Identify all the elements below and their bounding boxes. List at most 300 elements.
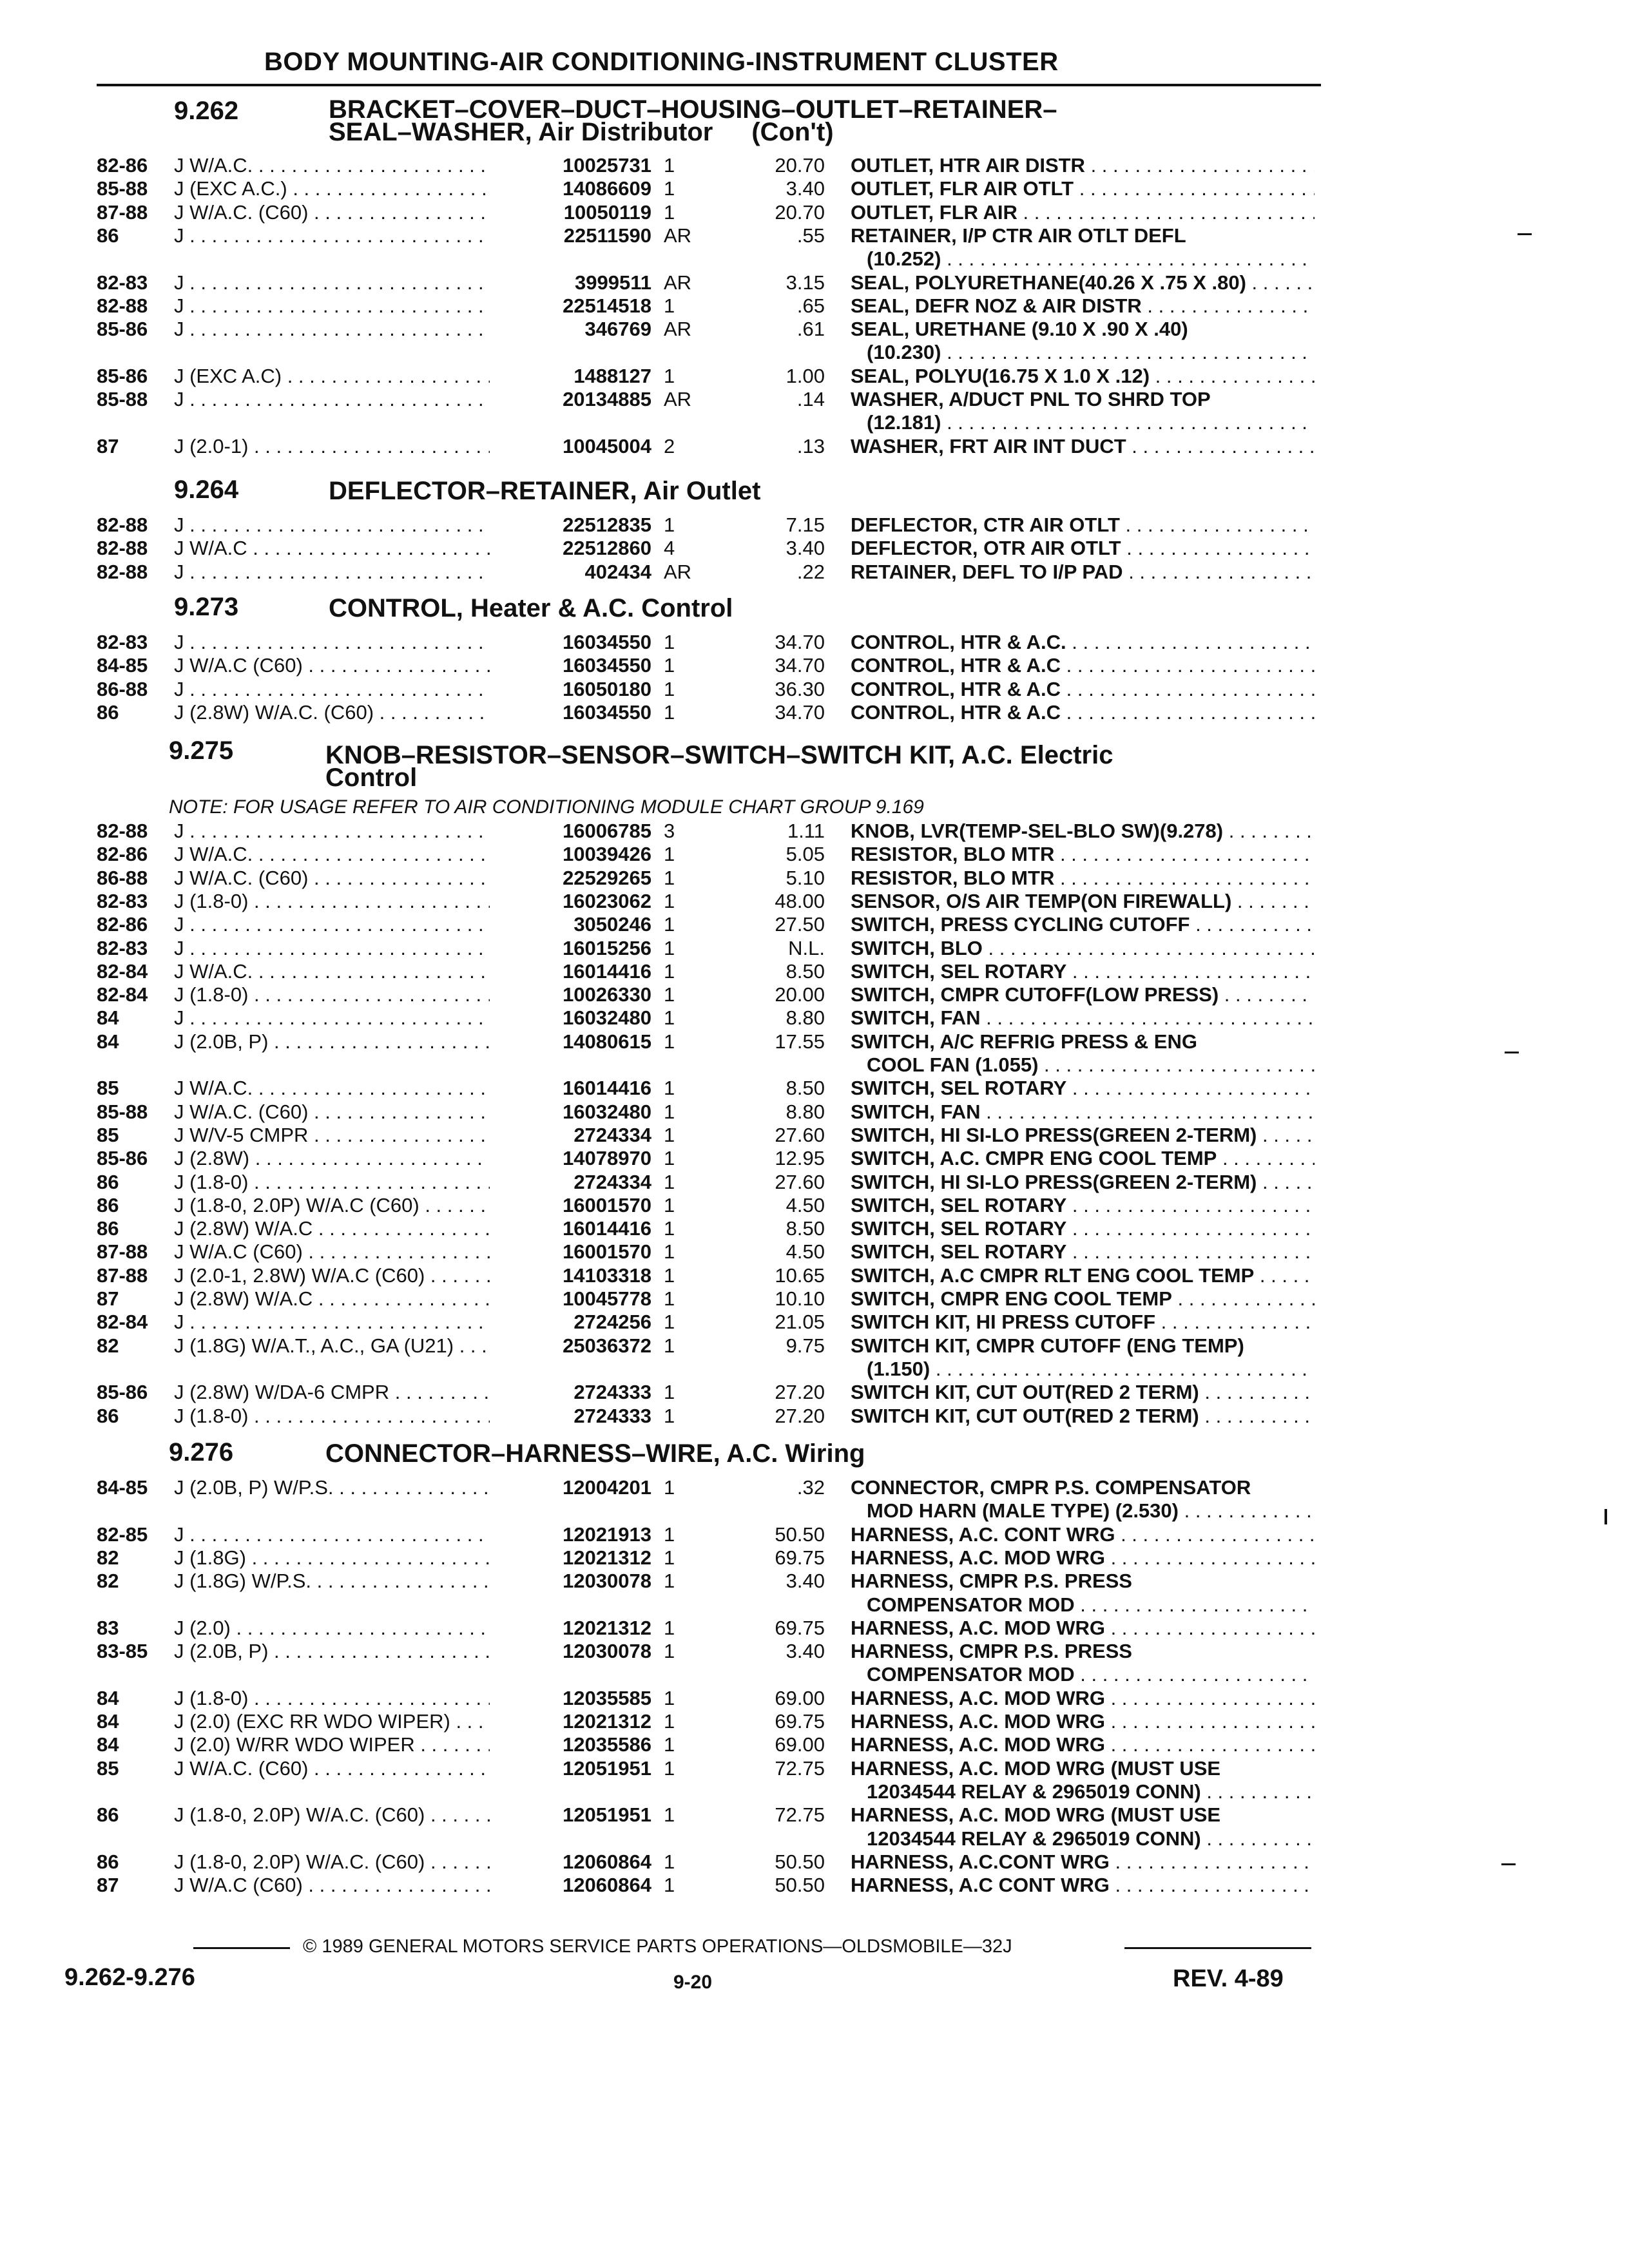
dot-leader (1105, 1734, 1315, 1756)
quantity-cell: 1 (664, 177, 675, 200)
footer-section-range: 9.262-9.276 (64, 1964, 195, 1991)
quantity-cell: 1 (664, 200, 675, 224)
years-cell: 84 (97, 1710, 119, 1733)
description-cell (851, 843, 1315, 865)
table-row (0, 1617, 1353, 1639)
quantity-cell: 1 (664, 1311, 675, 1334)
table-row (0, 365, 1353, 387)
table-row (0, 1311, 1353, 1333)
price-cell: 36.30 (775, 677, 825, 700)
model-text: J (174, 294, 184, 317)
description-text: HARNESS, A.C. MOD WRG (851, 1734, 1105, 1756)
price-cell: 8.80 (786, 1006, 825, 1030)
model-cell (174, 843, 516, 865)
description-text: CONNECTOR, CMPR P.S. COMPENSATOR (851, 1477, 1251, 1499)
price-cell: .22 (796, 560, 825, 583)
description-text: HARNESS, A.C. CONT WRG (851, 1523, 1115, 1546)
quantity-cell: 1 (664, 1240, 675, 1264)
part-number-cell: 16014416 (490, 1077, 651, 1099)
description-cell (851, 272, 1315, 294)
part-number-cell: 10045778 (490, 1288, 651, 1310)
page-header: BODY MOUNTING-AIR CONDITIONING-INSTRUMENT CLUSTER (264, 48, 1059, 76)
years-cell: 85-88 (97, 177, 148, 200)
table-row (0, 1758, 1353, 1780)
table-row (0, 537, 1353, 559)
dot-leader (1115, 1524, 1315, 1546)
dot-leader (1126, 436, 1315, 457)
table-row (0, 1148, 1353, 1169)
description-continuation (867, 248, 1315, 270)
quantity-cell: AR (664, 224, 692, 247)
table-row (0, 1195, 1353, 1216)
years-cell: 82-83 (97, 889, 148, 912)
continuation-text: COOL FAN (1.055) (867, 1054, 1039, 1076)
price-cell: 20.00 (775, 983, 825, 1006)
model-cell (174, 1524, 516, 1546)
price-cell: 34.70 (775, 700, 825, 724)
table-row (0, 1477, 1353, 1499)
part-number-cell: 12021312 (490, 1711, 651, 1733)
description-text: SEAL, POLYURETHANE(40.26 X .75 X .80) (851, 271, 1246, 294)
years-cell: 85-88 (97, 388, 148, 410)
dot-leader (1038, 1054, 1315, 1076)
table-row (0, 389, 1353, 410)
model-text: J (2.0) (EXC RR WDO WIPER) (174, 1711, 450, 1733)
continuation-text: (12.181) (867, 412, 941, 434)
model-cell (174, 1311, 516, 1333)
model-text: J (EXC A.C.) (174, 178, 287, 200)
years-cell: 85-86 (97, 1381, 148, 1404)
part-number-cell: 12030078 (490, 1570, 651, 1592)
quantity-cell: 1 (664, 154, 675, 177)
model-cell (174, 1758, 516, 1780)
dot-leader (1257, 1124, 1315, 1146)
quantity-cell: 1 (664, 1170, 675, 1193)
model-text: J W/A.C (C60) (174, 655, 303, 677)
price-cell: 17.55 (775, 1030, 825, 1053)
table-row (0, 937, 1353, 959)
section-title: CONNECTOR–HARNESS–WIRE, A.C. Wiring (325, 1439, 865, 1468)
price-cell: .13 (796, 434, 825, 457)
model-cell (174, 702, 516, 724)
model-cell (174, 655, 516, 677)
description-cell (851, 1288, 1315, 1310)
quantity-cell: 1 (664, 1193, 675, 1216)
price-cell: 3.40 (786, 1640, 825, 1663)
part-number-cell: 3050246 (490, 914, 651, 936)
description-cell (851, 890, 1315, 912)
description-continuation (867, 412, 1315, 434)
years-cell: 82 (97, 1546, 119, 1569)
quantity-cell: 3 (664, 820, 675, 842)
price-cell: 10.10 (775, 1287, 825, 1310)
model-cell (174, 1405, 516, 1427)
part-number-cell: 14103318 (490, 1265, 651, 1287)
description-cell (851, 702, 1315, 724)
section-title-continued (325, 765, 417, 791)
description-text: SWITCH KIT, HI PRESS CUTOFF (851, 1311, 1156, 1334)
model-text: J (2.0) W/RR WDO WIPER (174, 1734, 415, 1756)
description-text: KNOB, LVR(TEMP-SEL-BLO SW)(9.278) (851, 820, 1224, 842)
model-text: J (1.8-0) (174, 1687, 249, 1709)
years-cell: 82-83 (97, 271, 148, 294)
model-text: J W/A.C. (C60) (174, 201, 309, 224)
price-cell: .55 (796, 224, 825, 247)
model-text: J (1.8G) W/A.T., A.C., GA (U21) (174, 1334, 454, 1357)
quantity-cell: 1 (664, 700, 675, 724)
price-cell: 1.11 (787, 820, 825, 842)
price-cell: 1.00 (786, 364, 825, 387)
quantity-cell: 1 (664, 983, 675, 1006)
price-cell: 3.40 (786, 177, 825, 200)
table-row (0, 295, 1353, 317)
model-cell (174, 1101, 516, 1123)
description-text: HARNESS, CMPR P.S. PRESS (851, 1570, 1132, 1593)
dot-leader (1061, 702, 1315, 724)
description-cell (851, 1405, 1315, 1427)
part-number-cell: 16014416 (490, 961, 651, 983)
description-cell (851, 225, 1315, 247)
years-cell: 82-88 (97, 514, 148, 536)
years-cell: 86 (97, 1850, 119, 1873)
description-cell (851, 1101, 1315, 1123)
quantity-cell: 1 (664, 1616, 675, 1639)
model-cell (174, 1077, 516, 1099)
part-number-cell: 16034550 (490, 631, 651, 653)
part-number-cell: 3999511 (490, 272, 651, 294)
description-cell (851, 1617, 1315, 1639)
part-number-cell: 16006785 (490, 820, 651, 842)
description-text: SWITCH, SEL ROTARY (851, 1218, 1067, 1240)
price-cell: 69.75 (775, 1616, 825, 1639)
years-cell: 87-88 (97, 200, 148, 224)
dot-leader (1054, 867, 1315, 889)
years-cell: 87 (97, 1874, 119, 1897)
years-cell: 82-85 (97, 1523, 148, 1546)
price-cell: 27.60 (775, 1170, 825, 1193)
years-cell: 85-86 (97, 318, 148, 341)
years-cell: 82-83 (97, 631, 148, 653)
description-text: HARNESS, A.C. MOD WRG (851, 1687, 1105, 1709)
quantity-cell: 1 (664, 514, 675, 536)
model-cell (174, 1874, 516, 1896)
dot-leader (1110, 1851, 1315, 1873)
description-text: HARNESS, A.C.CONT WRG (851, 1850, 1110, 1873)
model-text: J W/A.C. (174, 155, 253, 177)
footer-copyright: © 1989 GENERAL MOTORS SERVICE PARTS OPERATIONS—OLDSMOBILE—32J (303, 1936, 1012, 1957)
dot-leader (930, 1358, 1315, 1380)
model-cell (174, 1477, 516, 1499)
description-cell (851, 678, 1315, 700)
table-row (0, 1265, 1353, 1287)
description-cell (851, 984, 1315, 1006)
price-cell: .61 (796, 318, 825, 341)
model-text: J (174, 1523, 184, 1546)
description-text: OUTLET, FLR AIR OTLT (851, 178, 1074, 200)
description-text: SWITCH, BLO (851, 937, 983, 959)
part-number-cell: 12060864 (490, 1874, 651, 1896)
model-cell (174, 914, 516, 936)
model-text: J (174, 561, 184, 583)
table-row (0, 961, 1353, 983)
part-number-cell: 12021312 (490, 1547, 651, 1569)
part-number-cell: 10045004 (490, 436, 651, 457)
years-cell: 82-88 (97, 537, 148, 560)
model-cell (174, 295, 516, 317)
description-cell (851, 1687, 1315, 1709)
description-text: RESISTOR, BLO MTR (851, 867, 1055, 889)
description-text: HARNESS, CMPR P.S. PRESS (851, 1640, 1132, 1663)
quantity-cell: 1 (664, 866, 675, 889)
table-row (0, 1874, 1353, 1896)
model-text: J (2.8W) W/DA-6 CMPR (174, 1381, 390, 1404)
model-text: J (2.0B, P) (174, 1030, 269, 1053)
part-number-cell: 12051951 (490, 1758, 651, 1780)
description-cell (851, 1547, 1315, 1569)
table-row (0, 655, 1353, 677)
model-text: J (1.8-0) (174, 984, 249, 1006)
part-number-cell: 16050180 (490, 678, 651, 700)
description-continuation (867, 1054, 1315, 1076)
table-row (0, 890, 1353, 912)
description-cell (851, 1218, 1315, 1240)
years-cell: 82-83 (97, 936, 148, 959)
years-cell: 87 (97, 434, 119, 457)
part-number-cell: 12004201 (490, 1477, 651, 1499)
margin-mark (1605, 1509, 1607, 1524)
years-cell: 82 (97, 1570, 119, 1593)
model-cell (174, 1734, 516, 1756)
dot-leader (1190, 914, 1315, 936)
section-title-continued (329, 119, 834, 145)
table-row (0, 1124, 1353, 1146)
dot-leader (981, 1101, 1315, 1123)
description-cell (851, 961, 1315, 983)
years-cell: 84-85 (97, 1476, 148, 1499)
table-row (0, 225, 1353, 247)
usage-note: NOTE: FOR USAGE REFER TO AIR CONDITIONING MODULE CHART GROUP 9.169 (169, 796, 924, 818)
description-cell (851, 561, 1315, 583)
years-cell: 86-88 (97, 866, 148, 889)
description-cell (851, 1874, 1315, 1896)
description-text: CONTROL, HTR & A.C. (851, 631, 1066, 653)
dot-leader (941, 341, 1315, 363)
dot-leader (1223, 820, 1315, 842)
dot-leader (1246, 272, 1315, 294)
years-cell: 86 (97, 1217, 119, 1240)
years-cell: 84 (97, 1686, 119, 1709)
continuation-text: COMPENSATOR MOD (867, 1593, 1075, 1616)
table-row (0, 1524, 1353, 1546)
years-cell: 82-84 (97, 983, 148, 1006)
section-number: 9.276 (169, 1438, 234, 1466)
description-cell (851, 820, 1315, 842)
description-text: SWITCH KIT, CUT OUT(RED 2 TERM) (851, 1405, 1199, 1427)
quantity-cell: 1 (664, 364, 675, 387)
model-cell (174, 867, 516, 889)
quantity-cell: 1 (664, 1803, 675, 1827)
price-cell: 12.95 (775, 1147, 825, 1170)
dot-leader (1217, 1148, 1315, 1169)
description-text: CONTROL, HTR & A.C (851, 701, 1061, 724)
quantity-cell: 1 (664, 1077, 675, 1100)
dot-leader (1219, 984, 1315, 1006)
section-number: 9.275 (169, 736, 234, 765)
dot-leader (1066, 1077, 1315, 1099)
model-cell (174, 1124, 516, 1146)
model-cell (174, 178, 516, 200)
quantity-cell: 1 (664, 1030, 675, 1053)
price-cell: 48.00 (775, 889, 825, 912)
quantity-cell: AR (664, 271, 692, 294)
part-number-cell: 16023062 (490, 890, 651, 912)
model-text: J (EXC A.C) (174, 365, 282, 387)
dot-leader (1074, 178, 1315, 200)
description-continuation (867, 1500, 1315, 1522)
model-text: J (174, 1007, 184, 1030)
margin-mark (1501, 1863, 1516, 1865)
price-cell: 3.40 (786, 1570, 825, 1593)
description-text: HARNESS, A.C CONT WRG (851, 1874, 1110, 1897)
description-cell (851, 295, 1315, 317)
model-cell (174, 225, 516, 247)
description-text: RETAINER, DEFL TO I/P PAD (851, 561, 1123, 583)
description-cell (851, 1265, 1315, 1287)
model-cell (174, 820, 516, 842)
description-cell (851, 655, 1315, 677)
continuation-text: 12034544 RELAY & 2965019 CONN) (867, 1780, 1201, 1803)
description-text: HARNESS, A.C. MOD WRG (851, 1546, 1105, 1569)
description-text: OUTLET, HTR AIR DISTR (851, 155, 1085, 177)
price-cell: 27.20 (775, 1381, 825, 1404)
table-row (0, 1241, 1353, 1263)
quantity-cell: 1 (664, 1710, 675, 1733)
table-row (0, 318, 1353, 340)
description-continuation (867, 1664, 1315, 1686)
description-cell (851, 1148, 1315, 1169)
table-row (0, 1711, 1353, 1733)
price-cell: 27.20 (775, 1404, 825, 1427)
model-text: J (2.0B, P) W/P.S. (174, 1477, 334, 1499)
part-number-cell: 14078970 (490, 1148, 651, 1169)
description-cell (851, 1381, 1315, 1403)
model-text: J (174, 514, 184, 536)
table-row (0, 1640, 1353, 1662)
table-row (0, 984, 1353, 1006)
years-cell: 84 (97, 1030, 119, 1053)
dot-leader (1017, 202, 1315, 224)
description-cell (851, 1124, 1315, 1146)
years-cell: 86 (97, 1170, 119, 1193)
part-number-cell: 22511590 (490, 225, 651, 247)
quantity-cell: 1 (664, 1850, 675, 1873)
model-text: J (174, 678, 184, 700)
price-cell: 8.50 (786, 959, 825, 983)
price-cell: 20.70 (775, 154, 825, 177)
price-cell: N.L. (788, 936, 825, 959)
model-text: J (174, 318, 184, 341)
description-text: DEFLECTOR, OTR AIR OTLT (851, 537, 1121, 560)
quantity-cell: 1 (664, 1217, 675, 1240)
quantity-cell: 1 (664, 1756, 675, 1780)
table-row (0, 1687, 1353, 1709)
years-cell: 86-88 (97, 677, 148, 700)
quantity-cell: 1 (664, 654, 675, 677)
model-cell (174, 1007, 516, 1029)
quantity-cell: 1 (664, 1640, 675, 1663)
footer-revision: REV. 4-89 (1173, 1965, 1284, 1992)
model-cell (174, 1241, 516, 1263)
years-cell: 84-85 (97, 654, 148, 677)
table-row (0, 1851, 1353, 1873)
dot-leader (1066, 961, 1315, 983)
description-cell (851, 1734, 1315, 1756)
description-cell (851, 436, 1315, 457)
model-text: J (174, 820, 184, 842)
dot-leader (1066, 631, 1315, 653)
margin-mark (1518, 233, 1532, 235)
dot-leader (1054, 843, 1315, 865)
continuation-text: (1.150) (867, 1358, 930, 1380)
model-text: J W/A.C. (C60) (174, 867, 309, 889)
part-number-cell: 12035586 (490, 1734, 651, 1756)
quantity-cell: 1 (664, 1381, 675, 1404)
part-number-cell: 12021913 (490, 1524, 651, 1546)
part-number-cell: 402434 (490, 561, 651, 583)
years-cell: 85 (97, 1123, 119, 1146)
description-cell (851, 155, 1315, 177)
model-text: J W/A.C. (174, 960, 253, 983)
part-number-cell: 2724333 (490, 1405, 651, 1427)
section-number: 9.273 (174, 593, 239, 621)
price-cell: 8.50 (786, 1217, 825, 1240)
part-number-cell: 12035585 (490, 1687, 651, 1709)
price-cell: 69.75 (775, 1546, 825, 1569)
model-cell (174, 365, 516, 387)
section-continued-label: (Con't) (751, 118, 834, 146)
description-cell (851, 365, 1315, 387)
dot-leader (1061, 655, 1315, 677)
model-cell (174, 1148, 516, 1169)
description-cell (851, 914, 1315, 936)
table-row (0, 561, 1353, 583)
model-text: J (174, 1311, 184, 1334)
description-text: SWITCH, SEL ROTARY (851, 1194, 1067, 1216)
part-number-cell: 12030078 (490, 1640, 651, 1662)
years-cell: 85-86 (97, 364, 148, 387)
footer-rule-right (1124, 1947, 1311, 1949)
model-cell (174, 1171, 516, 1193)
part-number-cell: 10026330 (490, 984, 651, 1006)
model-text: J W/A.C (C60) (174, 1874, 303, 1897)
description-text: SWITCH, SEL ROTARY (851, 1077, 1067, 1100)
description-text: SWITCH, CMPR CUTOFF(LOW PRESS) (851, 984, 1219, 1006)
table-row (0, 272, 1353, 294)
years-cell: 82-86 (97, 843, 148, 866)
dot-leader (1199, 1405, 1315, 1427)
table-row (0, 1101, 1353, 1123)
quantity-cell: 1 (664, 959, 675, 983)
description-text: SWITCH, FAN (851, 1007, 981, 1030)
part-number-cell: 2724256 (490, 1311, 651, 1333)
years-cell: 85 (97, 1756, 119, 1780)
description-text: SWITCH, HI SI-LO PRESS(GREEN 2-TERM) (851, 1171, 1257, 1193)
part-number-cell: 10039426 (490, 843, 651, 865)
description-cell (851, 1804, 1315, 1826)
quantity-cell: 1 (664, 1100, 675, 1123)
description-cell (851, 1570, 1315, 1592)
table-row (0, 514, 1353, 536)
